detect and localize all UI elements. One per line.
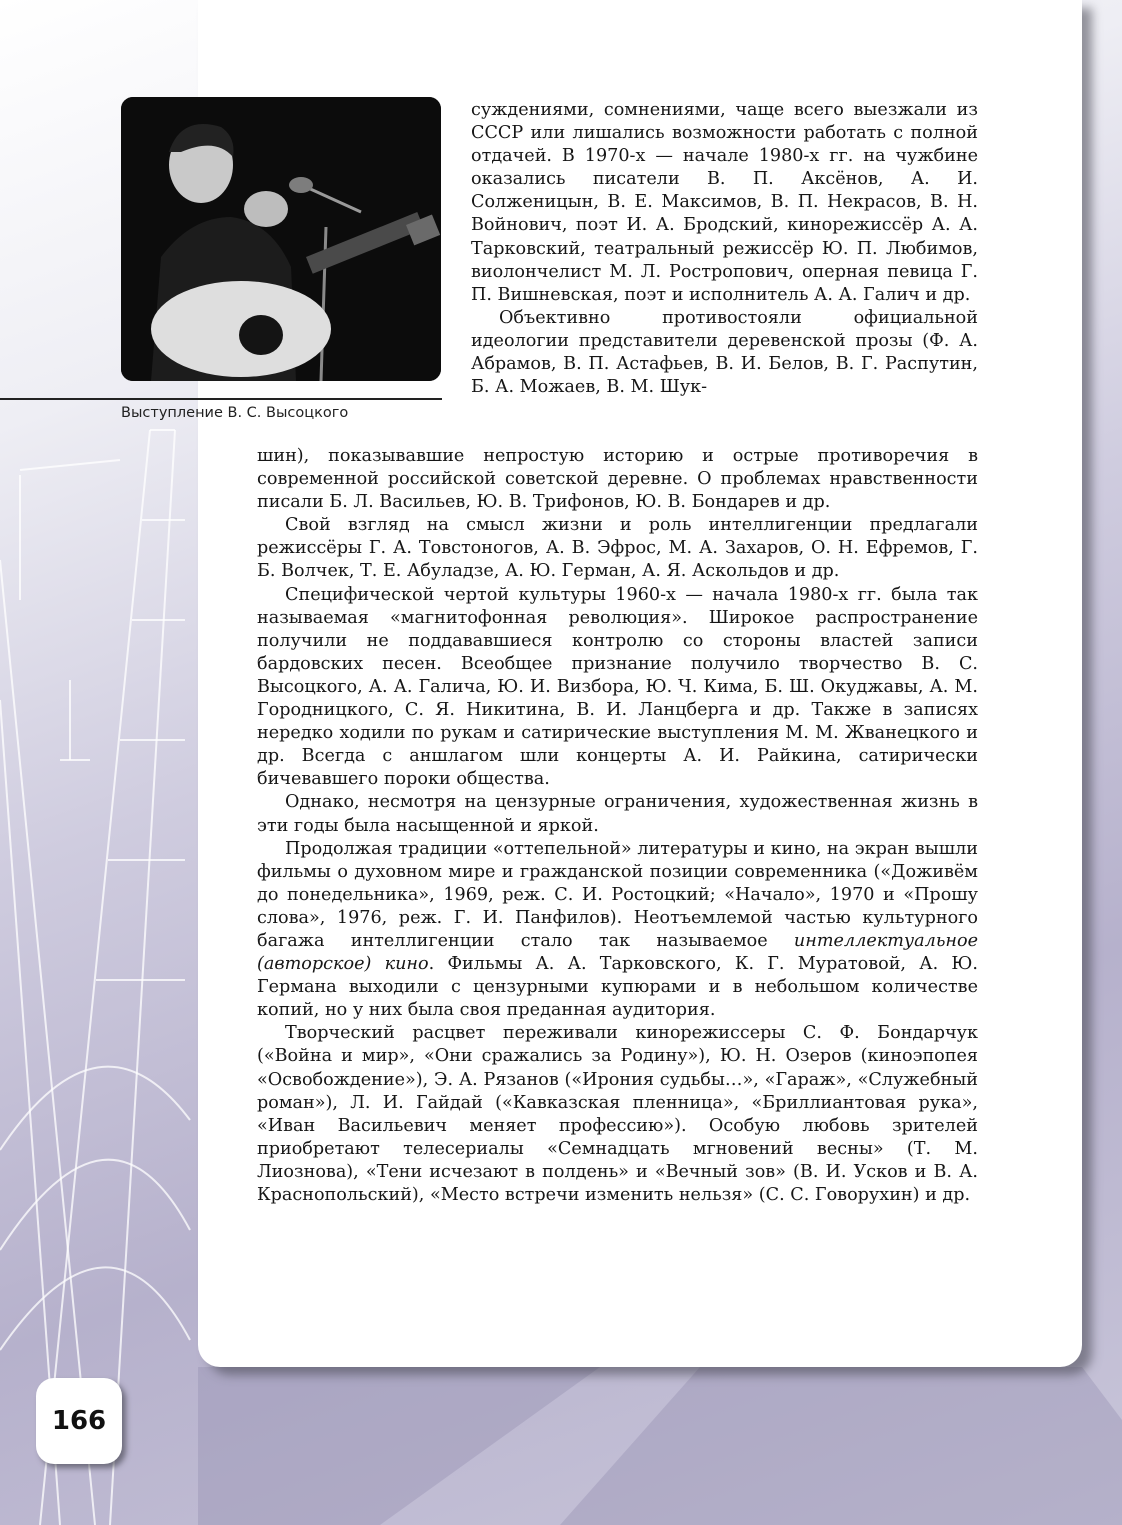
paragraph: Творческий расцвет переживали кинорежиссеры С. Ф. Бондарчук («Война и мир», «Они сражались за Родину»), Ю. Н. Озеров (киноэпопея «Освобождение»), Э. А. Рязанов («Ирония судьбы…», «Гараж», «Служебный роман»), Л. И. Гайдай («Кавказская пленница», «Бриллиантовая рука», «Иван Васильевич меняет профессию»). Особую любовь зрителей приобретают телесериалы «Семнадцать мгновений весны» (Т. М. Лиознова), «Тени исчезают в полдень» и «Вечный зов» (В. И. Усков и В. А. Краснопольский), «Место встречи изменить нельзя» (С. С. Говорухин) и др. xyxy=(257,1023,978,1205)
page-number: 166 xyxy=(36,1378,122,1464)
caption-rule xyxy=(0,398,442,400)
text-column-wide xyxy=(257,445,978,1207)
paragraph: шин), показывавшие непростую историю и острые противоречия в современной российской советской деревне. О проблемах нравственности писали Б. Л. Васильев, Ю. В. Трифонов, Ю. В. Бондарев и др. xyxy=(257,446,978,513)
paragraph: суждениями, сомнениями, чаще всего выезжали из СССР или лишались возможности работать с полной отдачей. В 1970-х — начале 1980-х гг. на чужбине оказались писатели В. П. Аксёнов, А. И. Солженицын, В. Е. Максимов, В. П. Некрасов, В. Н. Войнович, поэт И. А. Бродский, кинорежиссёр А. А. Тарковский, театральный режиссёр Ю. П. Любимов, виолончелист М. Л. Ростропович, оперная певица Г. П. Вишневская, поэт и исполнитель А. А. Галич и др. xyxy=(471,100,978,305)
term-italic: интеллектуальное (авторское) кино xyxy=(257,930,978,975)
photo-caption: Выступление В. С. Высоцкого xyxy=(121,405,349,421)
paragraph-cinema xyxy=(257,838,978,1023)
paragraph-text: Продолжая традиции «оттепельной» литературы и кино, на экран вышли фильмы о духовном мире и гражданской позиции современника («Доживём до понедельника», 1969, реж. С. И. Ростоцкий; «Начало», 1970 и «Прошу слова», 1976, реж. Г. И. Панфилов). Неотъемлемой частью культурного багажа интеллигенции стало так называемое xyxy=(257,838,978,951)
paragraph: Свой взгляд на смысл жизни и роль интеллигенции предлагали режиссёры Г. А. Товстоногов, А. В. Эфрос, М. А. Захаров, О. Н. Ефремов, Г. Б. Волчек, Т. Е. Абуладзе, А. Ю. Герман, А. Я. Аскольдов и др. xyxy=(257,515,978,582)
paragraph: Однако, несмотря на цензурные ограничения, художественная жизнь в эти годы была насыщенной и яркой. xyxy=(257,792,978,836)
text-column-narrow xyxy=(471,99,978,399)
paragraph: Специфической чертой культуры 1960-х — начала 1980-х гг. была так называемая «магнитофонная революция». Широкое распространение получили не поддававшиеся контролю со стороны властей записи бардовских песен. Всеобщее признание получило творчество В. С. Высоцкого, А. А. Галича, Ю. И. Визбора, Ю. Ч. Кима, Б. Ш. Окуджавы, А. М. Городницкого, С. Я. Никитина, В. И. Ланцберга и др. Также в записях нередко ходили по рукам и сатирические выступления М. М. Жванецкого и др. Всегда с аншлагом шли концерты А. И. Райкина, сатирически бичевавшего пороки общества. xyxy=(257,584,978,790)
vysotsky-photo xyxy=(121,97,441,381)
paragraph-text: . Фильмы А. А. Тарковского, К. Г. Муратовой, А. Ю. Германа выходили с цензурными купюрами и в небольшом количестве копий, но у них была своя преданная аудитория. xyxy=(257,954,978,1021)
paragraph: Объективно противостояли официальной идеологии представители деревенской прозы (Ф. А. Абрамов, В. П. Астафьев, В. И. Белов, В. Г. Распутин, Б. А. Можаев, В. М. Шук- xyxy=(471,307,978,398)
